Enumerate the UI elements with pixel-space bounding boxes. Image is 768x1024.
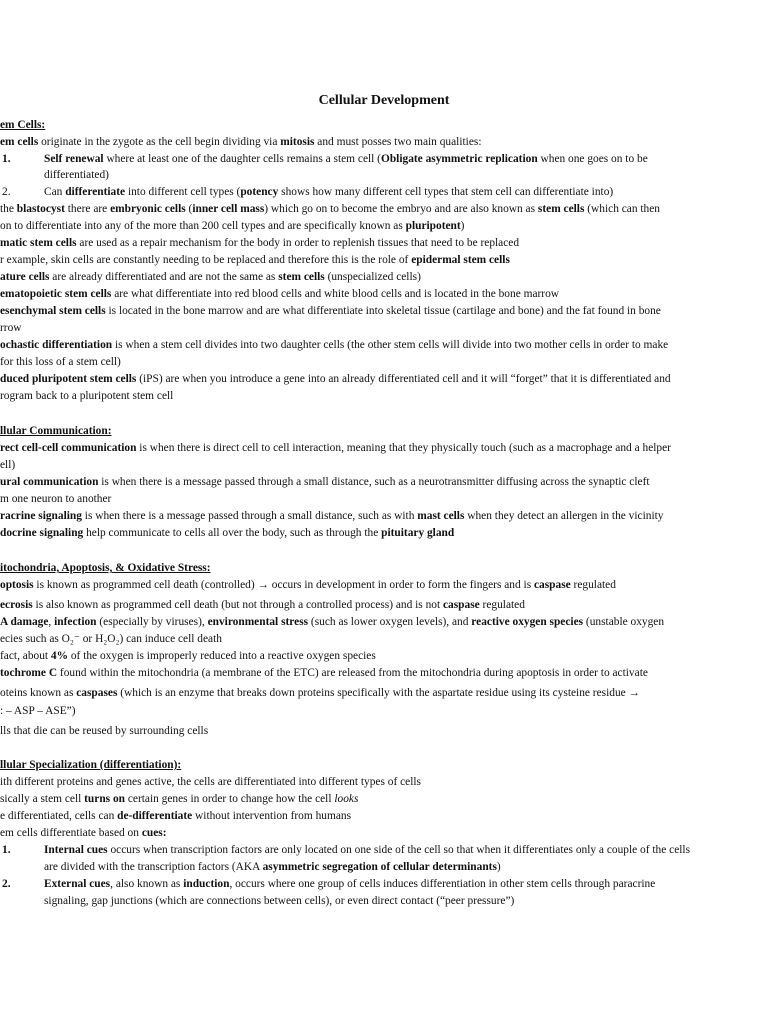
text-run: are divided with the transcription factors (AKA bbox=[44, 861, 263, 873]
bold-term: em cells bbox=[0, 136, 39, 148]
mature-line bbox=[0, 269, 421, 286]
blastocyst-cont bbox=[0, 218, 464, 235]
text-run: (which can then bbox=[584, 203, 660, 215]
cue-2-text bbox=[44, 876, 655, 893]
list-number: 1. bbox=[2, 153, 11, 165]
example-line bbox=[0, 252, 510, 269]
bold-term: ature cells bbox=[0, 271, 50, 283]
bold-term: infection bbox=[54, 616, 97, 628]
bold-term: Internal cues bbox=[44, 844, 108, 856]
bold-term: racrine signaling bbox=[0, 510, 82, 522]
reuse-line: lls that die can be reused by surrounding cells bbox=[0, 725, 209, 737]
blastocyst-line bbox=[0, 201, 660, 218]
bold-term: blastocyst bbox=[16, 203, 65, 215]
text-run: (which is an enzyme that breaks down proteins specifically with the aspartate residue using its cysteine residue → bbox=[117, 687, 640, 699]
bold-term: tochrome C bbox=[0, 667, 58, 679]
bold-term: 4% bbox=[50, 650, 69, 662]
bold-term: induction bbox=[183, 878, 230, 890]
text-run: found within the mitochondria (a membrane of the ETC) are released from the mitochondria during apoptosis in order to activate bbox=[57, 667, 648, 679]
text-run: ) bbox=[496, 861, 501, 873]
text-run: on to differentiate into any of the more than 200 cell types and are specifically known as bbox=[0, 220, 406, 232]
dna-damage-cont: ecies such as O₂⁻ or H₂O₂) can induce cell death bbox=[0, 633, 222, 645]
heading-stem-cells: em Cells: bbox=[0, 119, 46, 131]
bold-term: A damage bbox=[0, 616, 49, 628]
bold-term: turns on bbox=[84, 793, 125, 805]
cue-2-cont: signaling, gap junctions (which are connections between cells), or even direct contact (“peer pressure”) bbox=[44, 895, 515, 907]
text-run: regulated bbox=[570, 579, 616, 591]
bold-term: docrine signaling bbox=[0, 527, 84, 539]
hematopoietic-line bbox=[0, 286, 559, 303]
text-run: em cells differentiate based on bbox=[0, 827, 142, 839]
document-title: Cellular Development bbox=[318, 93, 450, 108]
text-run: (unspecialized cells) bbox=[324, 271, 421, 283]
text-run: are what differentiate into red blood cells and white blood cells and is located in the bone marrow bbox=[111, 288, 560, 300]
bold-term: mitosis bbox=[280, 136, 315, 148]
quality-1-text bbox=[44, 151, 648, 168]
bold-term: ecrosis bbox=[0, 599, 33, 611]
text-run: is also known as programmed cell death (but not through a controlled process) and is not bbox=[32, 599, 443, 611]
bold-term: differentiate bbox=[65, 186, 126, 198]
bold-term: looks bbox=[334, 793, 359, 805]
text-run: oteins known as bbox=[0, 687, 77, 699]
text-run: is when a stem cell divides into two daughter cells (the other stem cells will divide into two mother cells in order to make bbox=[112, 339, 669, 351]
spec-line-1: ith different proteins and genes active, the cells are differentiated into different types of cells bbox=[0, 776, 421, 788]
neural-cont: m one neuron to another bbox=[0, 493, 112, 505]
bold-term: Self renewal bbox=[44, 153, 104, 165]
cue-1-text bbox=[44, 842, 690, 859]
text-run: ) bbox=[460, 220, 465, 232]
text-run: r example, skin cells are constantly needing to be replaced and therefore this is the role of bbox=[0, 254, 412, 266]
text-run: e differentiated, cells can bbox=[0, 810, 118, 822]
text-run: (especially by viruses), bbox=[96, 616, 208, 628]
neural-line bbox=[0, 474, 650, 491]
stochastic-cont: for this loss of a stem cell) bbox=[0, 356, 121, 368]
text-run: is when there is a message passed through a small distance, such as a neurotransmitter diffusing across the synaptic cleft bbox=[98, 476, 650, 488]
bold-term: ochastic differentiation bbox=[0, 339, 113, 351]
text-run: is when there is a message passed through a small distance, such as with bbox=[81, 510, 418, 522]
text-run: regulated bbox=[479, 599, 525, 611]
necrosis-line bbox=[0, 597, 525, 614]
text-run: are used as a repair mechanism for the body in order to replenish tissues that need to be replaced bbox=[76, 237, 520, 249]
bold-term: ural communication bbox=[0, 476, 99, 488]
text-run: , occurs where one group of cells induces differentiation in other stem cells through paracrine bbox=[229, 878, 656, 890]
list-number: 2. bbox=[2, 878, 11, 890]
heading-mitochondria: itochondria, Apoptosis, & Oxidative Stress: bbox=[0, 562, 211, 574]
bold-term: stem cells bbox=[537, 203, 585, 215]
cytochrome-cont-2: : – ASP – ASE”) bbox=[0, 705, 76, 717]
stochastic-line bbox=[0, 337, 668, 354]
spec-line-2 bbox=[0, 791, 358, 808]
ips-cont: rogram back to a pluripotent stem cell bbox=[0, 390, 174, 402]
text-run: occurs when transcription factors are only located on one side of the cell so that when it differentiates only a couple of the cells bbox=[107, 844, 691, 856]
cue-1-cont bbox=[44, 859, 501, 876]
text-run: the bbox=[0, 203, 17, 215]
bold-term: duced pluripotent stem cells bbox=[0, 373, 137, 385]
spec-line-3 bbox=[0, 808, 351, 825]
text-run: is known as programmed cell death (controlled) → occurs in development in order to form the fingers and is bbox=[33, 579, 534, 591]
paracrine-line bbox=[0, 508, 663, 525]
text-run: , also known as bbox=[110, 878, 184, 890]
bold-term: stem cells bbox=[278, 271, 325, 283]
bold-term: potency bbox=[240, 186, 279, 198]
bold-term: optosis bbox=[0, 579, 34, 591]
text-run: originate in the zygote as the cell begin dividing via bbox=[38, 136, 281, 148]
text-run: there are bbox=[64, 203, 111, 215]
text-run: into different cell types ( bbox=[125, 186, 241, 198]
fact-line bbox=[0, 648, 376, 665]
text-run: (unstable oxygen bbox=[583, 616, 665, 628]
bold-term: embryonic cells bbox=[110, 203, 186, 215]
text-run: when one goes on to be bbox=[537, 153, 648, 165]
text-run: (iPS) are when you introduce a gene into an already differentiated cell and it will “forget” that it is differentiated and bbox=[136, 373, 671, 385]
bold-term: asymmetric segregation of cellular determinants bbox=[262, 861, 497, 873]
text-run: certain genes in order to change how the cell bbox=[124, 793, 335, 805]
bold-term: matic stem cells bbox=[0, 237, 77, 249]
bold-term: Obligate asymmetric replication bbox=[380, 153, 538, 165]
bold-term: pluripotent bbox=[405, 220, 461, 232]
bold-term: epidermal stem cells bbox=[411, 254, 510, 266]
quality-1-cont: differentiated) bbox=[44, 169, 109, 181]
bold-term: caspase bbox=[533, 579, 571, 591]
bold-term: de-differentiate bbox=[117, 810, 193, 822]
apoptosis-line bbox=[0, 577, 616, 594]
endocrine-line bbox=[0, 525, 454, 542]
text-run: when they detect an allergen in the vicinity bbox=[464, 510, 664, 522]
bold-term: caspase bbox=[442, 599, 480, 611]
text-run: sically a stem cell bbox=[0, 793, 85, 805]
text-run: , bbox=[48, 616, 55, 628]
somatic-line bbox=[0, 235, 519, 252]
text-run: are already differentiated and are not the same as bbox=[49, 271, 279, 283]
bold-term: caspases bbox=[76, 687, 118, 699]
spec-line-4 bbox=[0, 825, 167, 842]
bold-term: ematopoietic stem cells bbox=[0, 288, 112, 300]
text-run: and must posses two main qualities: bbox=[314, 136, 482, 148]
text-run: ( bbox=[185, 203, 193, 215]
list-number: 1. bbox=[2, 844, 11, 856]
text-run: without intervention from humans bbox=[192, 810, 352, 822]
bold-term: cues: bbox=[141, 827, 167, 839]
heading-specialization: llular Specialization (differentiation): bbox=[0, 759, 182, 771]
bold-term: environmental stress bbox=[207, 616, 309, 628]
mesenchymal-line bbox=[0, 303, 661, 320]
text-run: of the oxygen is improperly reduced into a reactive oxygen species bbox=[68, 650, 376, 662]
bold-term: rect cell-cell communication bbox=[0, 442, 137, 454]
text-run: is located in the bone marrow and are what differentiate into skeletal tissue (cartilage and bone) and the fat found in bone bbox=[105, 305, 661, 317]
text-run: is when there is direct cell to cell interaction, meaning that they physically touch (such as a macrophage and a helper bbox=[136, 442, 671, 454]
bold-term: pituitary gland bbox=[381, 527, 455, 539]
heading-communication: llular Communication: bbox=[0, 425, 112, 437]
bold-term: External cues bbox=[44, 878, 111, 890]
text-run: (such as lower oxygen levels), and bbox=[308, 616, 472, 628]
cytochrome-cont bbox=[0, 685, 640, 702]
bold-term: reactive oxygen species bbox=[471, 616, 584, 628]
text-run: shows how many different cell types that stem cell can differentiate into) bbox=[278, 186, 614, 198]
ips-line bbox=[0, 371, 671, 388]
cytochrome-line bbox=[0, 665, 648, 682]
text-run: fact, about bbox=[0, 650, 51, 662]
mesenchymal-cont: rrow bbox=[0, 322, 22, 334]
direct-cont: ell) bbox=[0, 459, 16, 471]
direct-line bbox=[0, 440, 671, 457]
text-run: where at least one of the daughter cells remains a stem cell ( bbox=[103, 153, 381, 165]
list-number: 2. bbox=[2, 186, 11, 198]
text-run: ) which go on to become the embryo and are also known as bbox=[264, 203, 538, 215]
dna-damage-line bbox=[0, 614, 664, 631]
bold-term: esenchymal stem cells bbox=[0, 305, 106, 317]
bold-term: mast cells bbox=[417, 510, 465, 522]
quality-2-text bbox=[44, 184, 613, 201]
text-run: help communicate to cells all over the body, such as through the bbox=[83, 527, 382, 539]
bold-term: inner cell mass bbox=[192, 203, 265, 215]
stem-cells-intro bbox=[0, 134, 482, 151]
text-run: Can bbox=[44, 186, 66, 198]
